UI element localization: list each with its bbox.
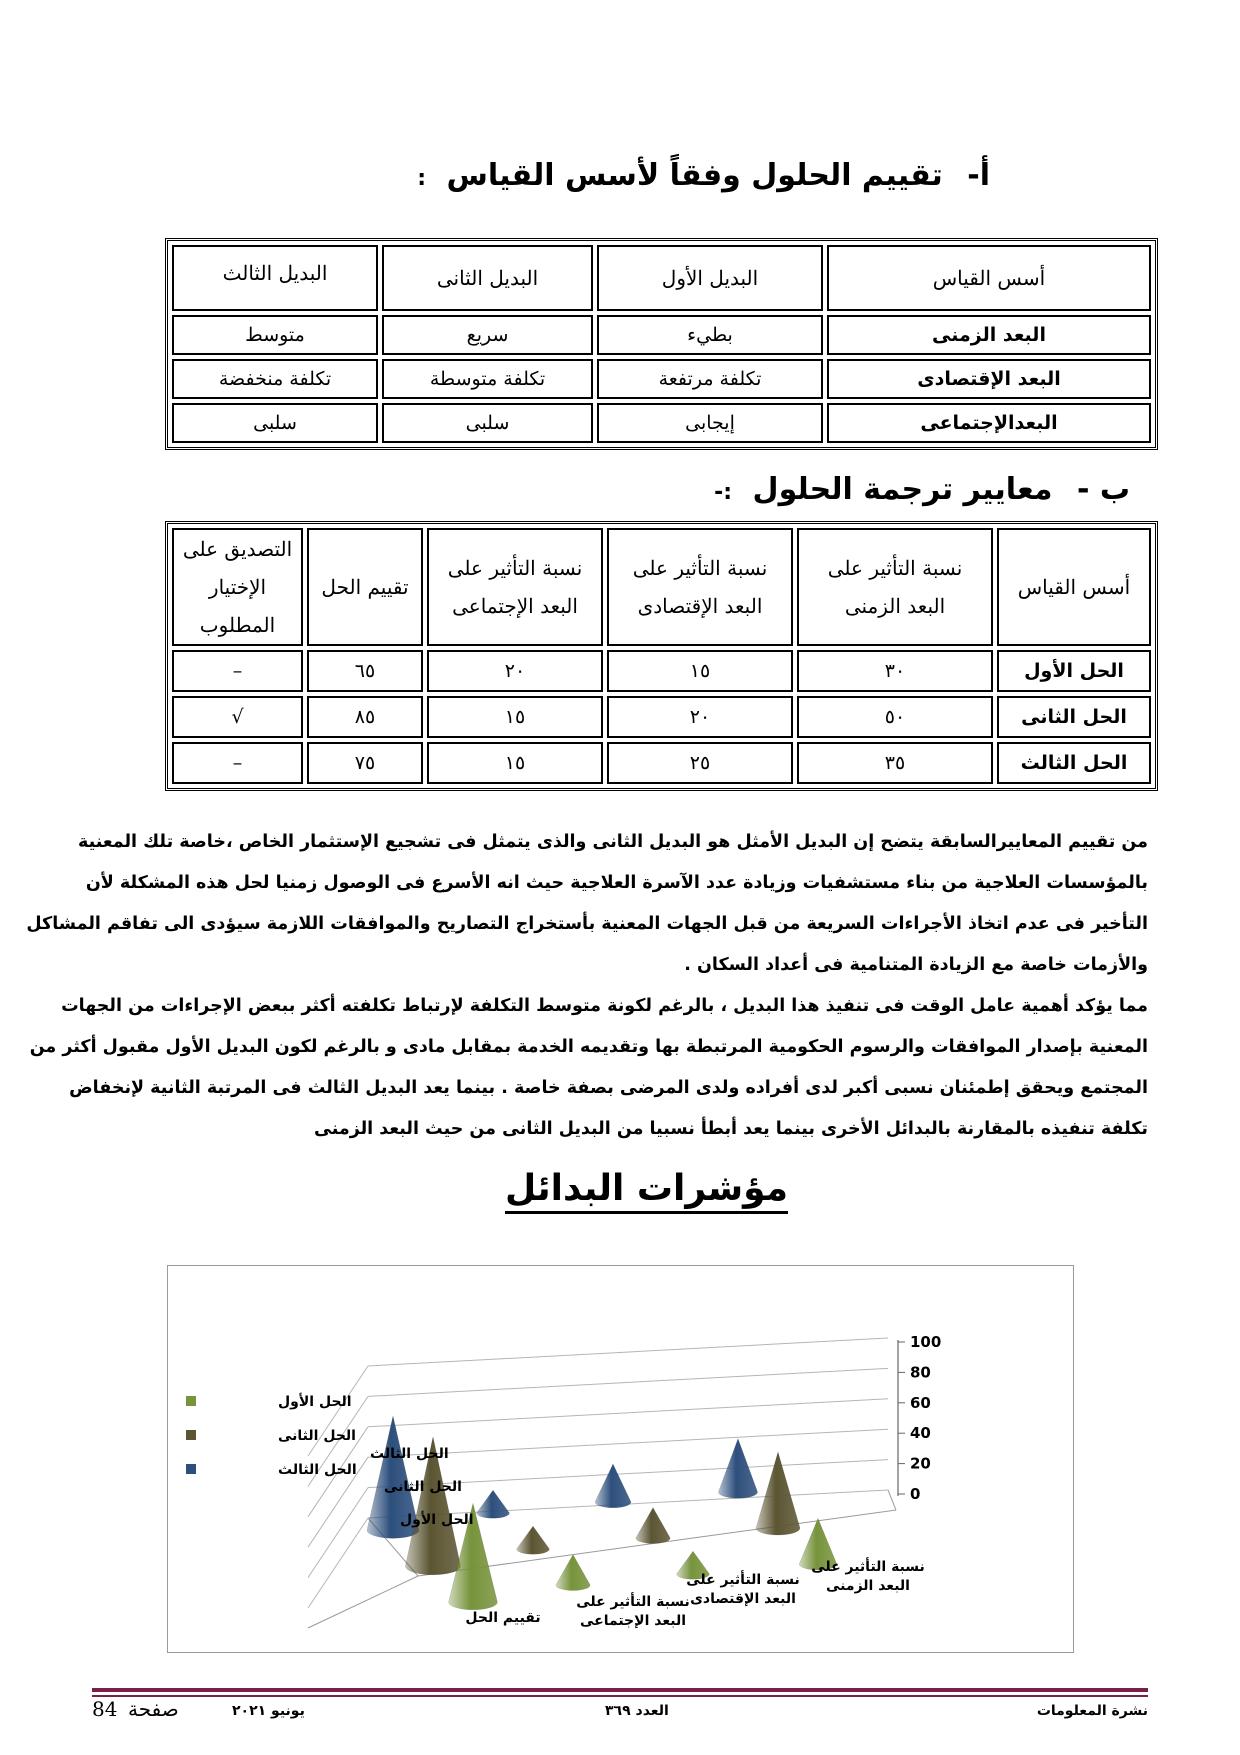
table-header-cell: أسس القياس xyxy=(827,245,1151,311)
header-line: البعد الإجتماعى xyxy=(452,594,578,618)
section-a-number: أ- xyxy=(967,158,990,193)
footer-date: يونيو ٢٠٢١ xyxy=(232,1703,305,1719)
x-axis-tick-label: البعد الإقتصادى xyxy=(690,1591,796,1607)
criteria-table xyxy=(165,238,1158,450)
series-axis-label: الحل الثانى xyxy=(384,1479,462,1495)
table-cell: بطيء xyxy=(597,315,823,355)
table-cell: تكلفة متوسطة xyxy=(382,359,593,399)
table-cell: ٣٥ xyxy=(797,742,993,784)
table-header-row xyxy=(172,245,1151,311)
table-row xyxy=(172,359,1151,399)
header-line: نسبة التأثير على xyxy=(447,556,583,580)
footer-issue: العدد ٣٦٩ xyxy=(605,1703,669,1719)
table-cell: تكلفة منخفضة xyxy=(172,359,378,399)
series-axis-label: الحل الثالث xyxy=(370,1446,449,1462)
paragraph-line: التأخير فى عدم اتخاذ الأجراءات السريعة من قبل الجهات المعنية بأستخراج التصاريح والموافقات اللازمة سيؤدى الى تفاقم المشاكل xyxy=(26,914,1148,934)
table-cell: ٢٥ xyxy=(607,742,793,784)
table-cell: سلبى xyxy=(172,403,378,443)
gridline xyxy=(368,1399,888,1427)
cone-3-2 xyxy=(595,1464,631,1508)
table-cell: ٥٠ xyxy=(797,696,993,738)
header-line: الإختيار المطلوب xyxy=(199,575,276,637)
footer-page-number: 84 xyxy=(92,1697,118,1721)
section-b-number: ب - xyxy=(1076,472,1130,507)
cone-mark xyxy=(477,1490,510,1518)
table-row-header: الحل الثالث xyxy=(997,742,1151,784)
cone-2-2 xyxy=(636,1508,670,1544)
legend-label: الحل الثالث xyxy=(278,1462,357,1478)
gridline xyxy=(368,1368,888,1396)
cone-mark xyxy=(636,1508,670,1544)
paragraph-line: تكلفة تنفيذه بالمقارنة بالبدائل الأخرى بينما يعد أبطأ نسبيا من البديل الثانى من حيث البعد الزمنى xyxy=(314,1119,1148,1139)
cone-mark xyxy=(517,1526,550,1554)
gridline-side xyxy=(308,1518,368,1608)
table-row-header: الحل الثانى xyxy=(997,696,1151,738)
paragraph-line: والأزمات خاصة مع الزيادة المتنامية فى أعداد السكان . xyxy=(684,955,1148,975)
footer-rule-thin xyxy=(92,1695,1148,1697)
gridline-side xyxy=(308,1488,368,1578)
table-header-cell: أسس القياس xyxy=(997,528,1151,646)
table-header-cell xyxy=(172,528,303,646)
footer-page-word: صفحة xyxy=(128,1697,179,1721)
table-cell: ١٥ xyxy=(427,742,603,784)
table-cell: تكلفة مرتفعة xyxy=(597,359,823,399)
table-row xyxy=(172,742,1151,784)
chart-frame xyxy=(167,1265,1074,1653)
table-cell: سلبى xyxy=(382,403,593,443)
table-cell: ٧٥ xyxy=(307,742,423,784)
x-axis-tick-label: نسبة التأثير على xyxy=(686,1572,800,1588)
table-header-cell: تقييم الحل xyxy=(307,528,423,646)
z-axis-tick-label: 100 xyxy=(910,1333,942,1351)
cone-mark xyxy=(556,1555,590,1591)
table-header-cell xyxy=(427,528,603,646)
cone-1-3 xyxy=(556,1555,590,1591)
header-line: نسبة التأثير على xyxy=(632,556,768,580)
section-b-heading: معايير ترجمة الحلول xyxy=(752,472,1053,507)
x-axis-tick-label: نسبة التأثير على xyxy=(576,1594,690,1610)
z-axis-tick-label: 60 xyxy=(910,1393,931,1412)
table-row-header: الحل الأول xyxy=(997,650,1151,692)
table-header-cell: البديل الثانى xyxy=(382,245,593,311)
chart-title: مؤشرات البدائل xyxy=(505,1168,788,1214)
section-b-colon: :- xyxy=(714,480,733,505)
table-cell: سريع xyxy=(382,315,593,355)
table-header-cell: البديل الأول xyxy=(597,245,823,311)
body-paragraph xyxy=(26,822,1148,1150)
x-axis-tick-label: تقييم الحل xyxy=(465,1610,541,1626)
cone-mark xyxy=(595,1464,631,1508)
x-axis-tick-label: البعد الإجتماعى xyxy=(579,1613,687,1629)
header-line: البعد الإقتصادى xyxy=(637,594,763,618)
table-cell: ٢٠ xyxy=(427,650,603,692)
cone-3-3 xyxy=(477,1490,510,1518)
cone-chart xyxy=(168,1266,1073,1652)
header-line: البعد الزمنى xyxy=(844,594,946,618)
header-line: نسبة التأثير على xyxy=(827,556,963,580)
x-axis-tick-label: البعد الزمنى xyxy=(826,1578,910,1594)
paragraph-line: بالمؤسسات العلاجية من بناء مستشفيات وزيادة عدد الآسرة العلاجية حيث انه الأسرع فى الوصول زمنيا لحل هذه المشكلة لأن xyxy=(85,873,1148,893)
table-cell: ٣٠ xyxy=(797,650,993,692)
table-cell: ١٥ xyxy=(427,696,603,738)
z-axis-tick-label: 40 xyxy=(910,1424,931,1443)
table-cell: – xyxy=(172,742,303,784)
legend-label: الحل الثانى xyxy=(278,1428,356,1444)
table-header-cell xyxy=(607,528,793,646)
paragraph-line: المعنية بإصدار الموافقات والرسوم الحكومية المرتبطة بها وتقديمه الخدمة بمقابل مادى و بالرغم لكون البديل الأول مقبول أكثر من xyxy=(29,1037,1148,1057)
table-row-header: البعدالإجتماعى xyxy=(827,403,1151,443)
x-axis-tick-label: نسبة التأثير على xyxy=(811,1559,925,1575)
section-a-colon: : xyxy=(417,166,426,191)
section-b-title xyxy=(714,472,1130,507)
table-header-cell: البديل الثالث xyxy=(172,245,378,311)
paragraph-line: المجتمع ويحقق إطمئنان نسبى أكبر لدى أفراده ولدى المرضى بصفة خاصة . بينما يعد البديل الثالث فى المرتبة الثانية لإنخفاض xyxy=(69,1078,1148,1098)
legend-label: الحل الأول xyxy=(278,1394,352,1410)
table-cell: ١٥ xyxy=(607,650,793,692)
table-row-header: البعد الإقتصادى xyxy=(827,359,1151,399)
legend-swatch xyxy=(186,1396,196,1406)
legend-swatch xyxy=(186,1430,196,1440)
table-cell: متوسط xyxy=(172,315,378,355)
footer-rule xyxy=(92,1688,1148,1692)
z-axis-tick-label: 80 xyxy=(910,1363,931,1382)
section-a-heading: تقييم الحلول وفقاً لأسس القياس xyxy=(446,158,943,193)
paragraph-line: من تقييم المعاييرالسابقة يتضح إن البديل الأمثل هو البديل الثانى والذى يتمثل فى تشجيع الإستثمار الخاص ،خاصة تلك المعنية xyxy=(77,832,1148,852)
table-header-row xyxy=(172,528,1151,646)
table-row-header: البعد الزمنى xyxy=(827,315,1151,355)
header-line: التصديق على xyxy=(182,537,293,561)
gridline xyxy=(368,1338,888,1366)
table-header-cell xyxy=(797,528,993,646)
paragraph-line: مما يؤكد أهمية عامل الوقت فى تنفيذ هذا البديل ، بالرغم لكونة متوسط التكلفة لإرتباط تكلفته أكثر ببعض الإجراءات من الجهات xyxy=(61,996,1148,1016)
z-axis-tick-label: 0 xyxy=(910,1485,921,1503)
table-row xyxy=(172,696,1151,738)
series-axis-label: الحل الأول xyxy=(400,1512,474,1528)
table-cell: إيجابى xyxy=(597,403,823,443)
cone-2-3 xyxy=(517,1526,550,1554)
z-axis-tick-label: 20 xyxy=(910,1454,931,1473)
section-a-title xyxy=(417,158,990,193)
floor-edge xyxy=(888,1490,896,1510)
table-row xyxy=(172,650,1151,692)
table-row xyxy=(172,315,1151,355)
solutions-table xyxy=(165,521,1158,791)
table-cell: ٨٥ xyxy=(307,696,423,738)
table-cell: √ xyxy=(172,696,303,738)
table-row xyxy=(172,403,1151,443)
footer-publication: نشرة المعلومات xyxy=(1036,1703,1148,1719)
table-cell: – xyxy=(172,650,303,692)
table-cell: ٢٠ xyxy=(607,696,793,738)
table-cell: ٦٥ xyxy=(307,650,423,692)
legend-swatch xyxy=(186,1464,196,1474)
